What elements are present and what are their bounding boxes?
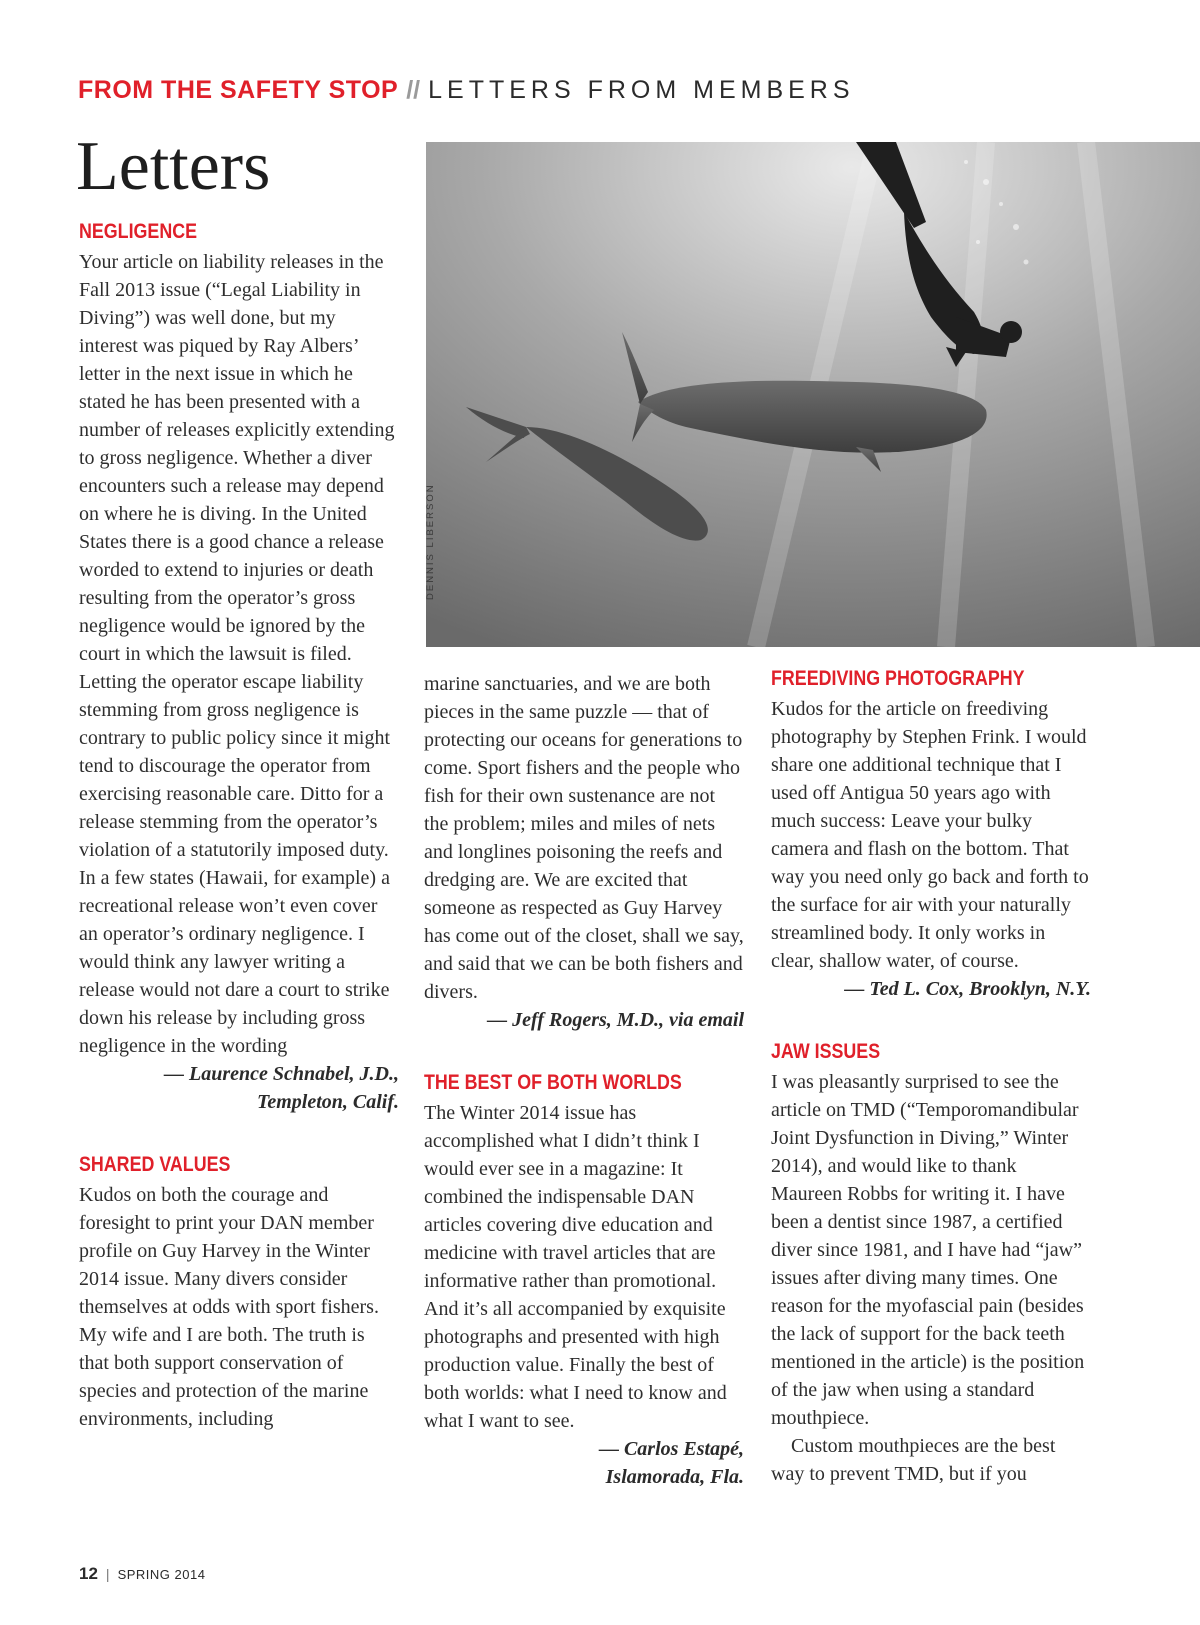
letter-freediving-body: Kudos for the article on freediving photography by Stephen Frink. I would share one additional technique that I used off Antigua 50 years ago with much success: Leave your bulky camera and flash on the bottom. That way you need only go back and forth to the surface for air with your naturally streamlined body. It only works in clear, shallow water, of course. — [771, 698, 1089, 972]
heading-freediving-photography: FREEDIVING PHOTOGRAPHY — [771, 667, 1025, 690]
signature-negligence-place: Templeton, Calif. — [256, 1091, 399, 1113]
letter-negligence-body: Your article on liability releases in the Fall 2013 issue (“Legal Liability in Diving”) was well done, but my interest was piqued by Ray Albers’ letter in the next issue in which he stated he has been presented with a number of releases explicitly extending to gross negligence. Whether a diver encounters such a release may depend on where he is diving. In the United States there is a good chance a release worded to extend to injuries or death resulting from the operator’s gross negligence would be ignored by the court in which the lawsuit is filed. Letting the operator escape liability stemming from gross negligence is contrary to public policy since it might tend to discourage the operator from exercising reasonable care. Ditto for a release stemming from the operator’s violation of a statutorily imposed duty. In a few states (Hawaii, for example) a recreational release won’t even cover an operator’s ordinary negligence. I would think any lawyer writing a release would not dare a court to strike down his release by including gross negligence in the wording — [79, 251, 395, 1057]
letters-column-2 — [424, 670, 744, 1491]
photo-credit: DENNIS LIBERSON — [425, 483, 436, 600]
section-separator: // — [406, 76, 421, 104]
letter-jaw-issues-body: I was pleasantly surprised to see the article on TMD (“Temporomandibular Joint Dysfunction in Diving,” Winter 2014), and would like to thank Maureen Robbs for writing it. I have been a dentist since 1987, a certified diver since 1981, and I have had “jaw” issues after diving many times. One reason for the myofascial pain (besides the lack of support for the back teeth mentioned in the article) is the position of the jaw when using a standard mouthpiece. — [771, 1071, 1085, 1429]
letters-column-1 — [79, 217, 399, 1433]
letters-column-3 — [771, 664, 1091, 1488]
letter-shared-values-body: Kudos on both the courage and foresight to print your DAN member profile on Guy Harvey in the Winter 2014 issue. Many divers consider themselves at odds with sport fishers. My wife and I are both. The truth is that both support conservation of species and protection of the marine environments, including — [79, 1184, 379, 1430]
letter-best-of-both-worlds-body: The Winter 2014 issue has accomplished what I didn’t think I would ever see in a magazine: It combined the indispensable DAN articles covering dive education and medicine with travel articles that are informative rather than promotional. And it’s all accompanied by exquisite photographs and presented with high production value. Finally the best of both worlds: what I need to know and what I want to see. — [424, 1102, 727, 1432]
subsection-label: LETTERS FROM MEMBERS — [428, 76, 855, 104]
signature-best-place: Islamorada, Fla. — [605, 1466, 744, 1488]
letter-jaw-issues-continued: Custom mouthpieces are the best way to prevent TMD, but if you — [771, 1435, 1056, 1485]
sperm-whales-freediver-photo — [426, 142, 1200, 647]
section-header — [78, 70, 855, 110]
letter-shared-values-continued: marine sanctuaries, and we are both pieces in the same puzzle — that of protecting our oceans for generations to come. Sport fishers and the people who fish for their own sustenance are not the problem; miles and miles of nets and longlines poisoning the reefs and dredging are. We are excited that someone as respected as Guy Harvey has come out of the closet, shall we say, and said that we can be both fishers and divers. — [424, 673, 744, 1003]
footer-divider: | — [105, 1566, 110, 1582]
page-number: 12 — [79, 1564, 98, 1583]
page-title: Letters — [76, 128, 271, 205]
signature-shared-values: — Jeff Rogers, M.D., via email — [487, 1009, 744, 1031]
signature-negligence-name: — Laurence Schnabel, J.D., — [164, 1063, 399, 1085]
heading-shared-values: SHARED VALUES — [79, 1153, 231, 1176]
section-label: FROM THE SAFETY STOP — [78, 76, 399, 104]
signature-freediving: — Ted L. Cox, Brooklyn, N.Y. — [844, 978, 1091, 1000]
heading-jaw-issues: JAW ISSUES — [771, 1040, 881, 1063]
issue-label: SPRING 2014 — [117, 1567, 206, 1582]
heading-best-of-both-worlds: THE BEST OF BOTH WORLDS — [424, 1071, 682, 1094]
page-footer — [79, 1564, 205, 1584]
heading-negligence: NEGLIGENCE — [79, 220, 198, 243]
signature-best-name: — Carlos Estapé, — [598, 1438, 744, 1460]
